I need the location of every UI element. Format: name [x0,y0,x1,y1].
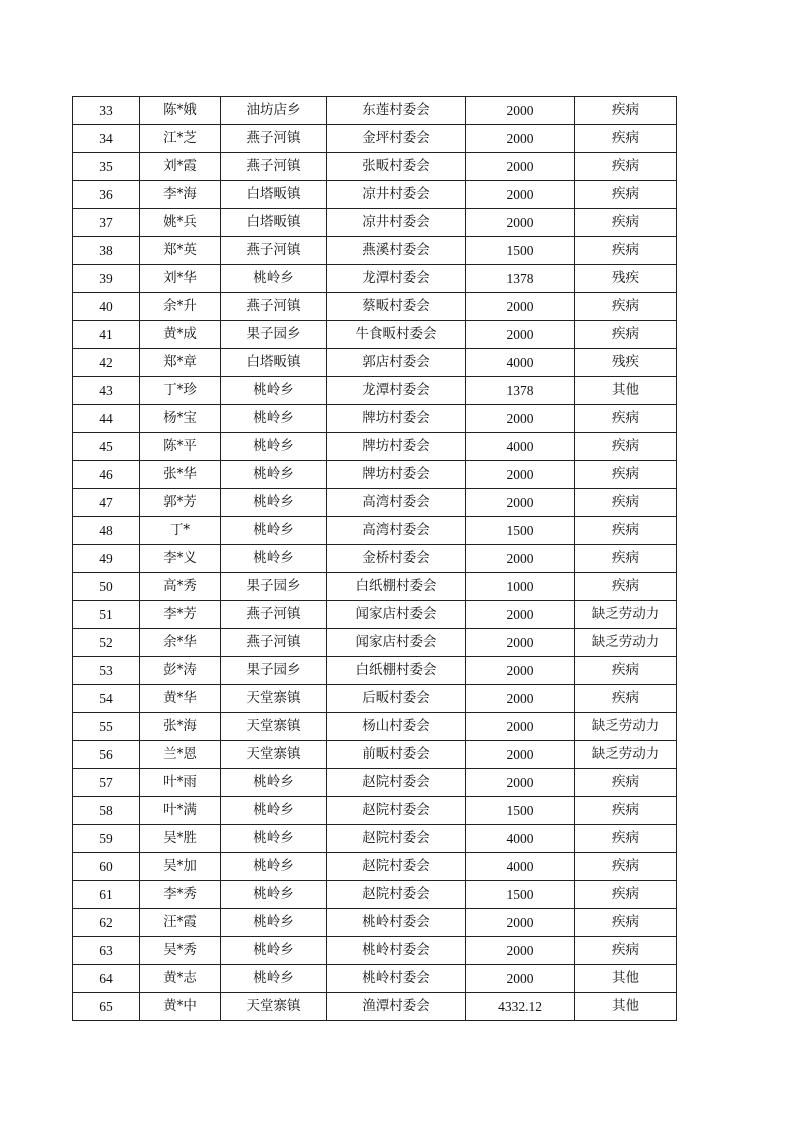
cell-amount: 2000 [466,461,575,489]
table-row [73,349,677,377]
cell-township: 天堂寨镇 [221,713,327,741]
table-row [73,377,677,405]
cell-amount: 1378 [466,265,575,293]
cell-village: 前畈村委会 [327,741,466,769]
cell-village: 桃岭村委会 [327,937,466,965]
cell-village: 张畈村委会 [327,153,466,181]
cell-township: 桃岭乡 [221,265,327,293]
cell-township: 桃岭乡 [221,433,327,461]
cell-number: 55 [73,713,140,741]
cell-reason: 疾病 [575,909,677,937]
cell-reason: 疾病 [575,657,677,685]
cell-reason: 疾病 [575,97,677,125]
table-row [73,181,677,209]
cell-number: 61 [73,881,140,909]
cell-name: 刘*霞 [140,153,221,181]
cell-amount: 2000 [466,545,575,573]
table-row [73,461,677,489]
cell-village: 赵院村委会 [327,825,466,853]
cell-amount: 4000 [466,349,575,377]
cell-number: 43 [73,377,140,405]
cell-name: 叶*雨 [140,769,221,797]
cell-village: 渔潭村委会 [327,993,466,1021]
table-row [73,965,677,993]
cell-name: 郑*英 [140,237,221,265]
cell-reason: 疾病 [575,489,677,517]
table-row [73,293,677,321]
cell-village: 龙潭村委会 [327,377,466,405]
cell-name: 高*秀 [140,573,221,601]
cell-reason: 残疾 [575,349,677,377]
cell-number: 42 [73,349,140,377]
cell-name: 姚*兵 [140,209,221,237]
cell-township: 桃岭乡 [221,909,327,937]
cell-reason: 残疾 [575,265,677,293]
cell-number: 62 [73,909,140,937]
cell-village: 后畈村委会 [327,685,466,713]
cell-reason: 缺乏劳动力 [575,741,677,769]
cell-amount: 2000 [466,769,575,797]
cell-village: 燕溪村委会 [327,237,466,265]
table-row [73,489,677,517]
table-row [73,937,677,965]
table-row [73,517,677,545]
cell-amount: 1500 [466,797,575,825]
cell-amount: 2000 [466,629,575,657]
cell-name: 余*华 [140,629,221,657]
cell-village: 凉井村委会 [327,181,466,209]
cell-reason: 其他 [575,993,677,1021]
cell-township: 桃岭乡 [221,797,327,825]
cell-reason: 缺乏劳动力 [575,629,677,657]
cell-township: 桃岭乡 [221,517,327,545]
cell-township: 桃岭乡 [221,461,327,489]
cell-village: 赵院村委会 [327,797,466,825]
table-row [73,825,677,853]
cell-reason: 疾病 [575,797,677,825]
cell-number: 59 [73,825,140,853]
cell-number: 57 [73,769,140,797]
cell-amount: 4000 [466,853,575,881]
cell-name: 汪*霞 [140,909,221,937]
cell-village: 桃岭村委会 [327,965,466,993]
cell-name: 吴*秀 [140,937,221,965]
cell-amount: 2000 [466,97,575,125]
cell-village: 白纸棚村委会 [327,573,466,601]
cell-name: 余*升 [140,293,221,321]
cell-number: 47 [73,489,140,517]
table-row [73,993,677,1021]
cell-name: 陈*娥 [140,97,221,125]
cell-name: 张*海 [140,713,221,741]
cell-name: 张*华 [140,461,221,489]
cell-township: 天堂寨镇 [221,685,327,713]
relief-recipient-table [72,96,677,1021]
cell-number: 36 [73,181,140,209]
cell-amount: 1500 [466,237,575,265]
cell-name: 郑*章 [140,349,221,377]
cell-number: 56 [73,741,140,769]
cell-amount: 2000 [466,209,575,237]
cell-village: 蔡畈村委会 [327,293,466,321]
cell-reason: 缺乏劳动力 [575,713,677,741]
cell-village: 郭店村委会 [327,349,466,377]
cell-amount: 2000 [466,125,575,153]
cell-township: 桃岭乡 [221,937,327,965]
cell-number: 41 [73,321,140,349]
cell-reason: 疾病 [575,125,677,153]
cell-township: 白塔畈镇 [221,181,327,209]
cell-name: 黄*成 [140,321,221,349]
cell-name: 李*芳 [140,601,221,629]
cell-reason: 缺乏劳动力 [575,601,677,629]
cell-number: 65 [73,993,140,1021]
cell-reason: 疾病 [575,237,677,265]
cell-amount: 2000 [466,181,575,209]
cell-number: 60 [73,853,140,881]
cell-reason: 其他 [575,377,677,405]
cell-reason: 疾病 [575,573,677,601]
cell-name: 陈*平 [140,433,221,461]
cell-township: 油坊店乡 [221,97,327,125]
cell-village: 白纸棚村委会 [327,657,466,685]
cell-reason: 疾病 [575,545,677,573]
cell-number: 48 [73,517,140,545]
table-row [73,685,677,713]
table-row [73,545,677,573]
cell-township: 燕子河镇 [221,237,327,265]
cell-name: 李*秀 [140,881,221,909]
cell-village: 牛食畈村委会 [327,321,466,349]
cell-name: 吴*胜 [140,825,221,853]
cell-number: 35 [73,153,140,181]
cell-name: 杨*宝 [140,405,221,433]
cell-number: 49 [73,545,140,573]
table-row [73,601,677,629]
cell-reason: 疾病 [575,853,677,881]
cell-village: 闻家店村委会 [327,601,466,629]
table-row [73,237,677,265]
cell-township: 果子园乡 [221,657,327,685]
table-row [73,321,677,349]
cell-reason: 疾病 [575,209,677,237]
cell-reason: 疾病 [575,433,677,461]
cell-reason: 疾病 [575,321,677,349]
cell-reason: 疾病 [575,293,677,321]
cell-number: 44 [73,405,140,433]
cell-village: 金桥村委会 [327,545,466,573]
cell-village: 高湾村委会 [327,517,466,545]
cell-amount: 2000 [466,601,575,629]
cell-amount: 4000 [466,825,575,853]
cell-township: 果子园乡 [221,573,327,601]
cell-reason: 疾病 [575,685,677,713]
cell-number: 51 [73,601,140,629]
cell-township: 天堂寨镇 [221,993,327,1021]
cell-amount: 2000 [466,741,575,769]
cell-village: 牌坊村委会 [327,433,466,461]
cell-township: 桃岭乡 [221,545,327,573]
cell-amount: 2000 [466,293,575,321]
cell-amount: 2000 [466,937,575,965]
cell-number: 53 [73,657,140,685]
cell-township: 白塔畈镇 [221,209,327,237]
cell-township: 燕子河镇 [221,125,327,153]
cell-amount: 2000 [466,405,575,433]
table-row [73,797,677,825]
cell-village: 东莲村委会 [327,97,466,125]
cell-number: 63 [73,937,140,965]
cell-township: 果子园乡 [221,321,327,349]
cell-amount: 1500 [466,881,575,909]
cell-village: 赵院村委会 [327,881,466,909]
table-row [73,741,677,769]
cell-number: 37 [73,209,140,237]
cell-township: 桃岭乡 [221,377,327,405]
cell-amount: 2000 [466,909,575,937]
cell-name: 郭*芳 [140,489,221,517]
cell-number: 34 [73,125,140,153]
cell-number: 46 [73,461,140,489]
cell-township: 天堂寨镇 [221,741,327,769]
cell-amount: 4000 [466,433,575,461]
cell-name: 黄*志 [140,965,221,993]
cell-amount: 1000 [466,573,575,601]
table-row [73,125,677,153]
cell-township: 桃岭乡 [221,881,327,909]
cell-reason: 疾病 [575,181,677,209]
cell-reason: 疾病 [575,405,677,433]
cell-name: 吴*加 [140,853,221,881]
cell-number: 45 [73,433,140,461]
cell-number: 50 [73,573,140,601]
cell-village: 金坪村委会 [327,125,466,153]
cell-number: 58 [73,797,140,825]
table-row [73,405,677,433]
cell-name: 兰*恩 [140,741,221,769]
cell-amount: 2000 [466,489,575,517]
cell-reason: 疾病 [575,153,677,181]
cell-reason: 疾病 [575,461,677,489]
table-row [73,629,677,657]
cell-township: 桃岭乡 [221,405,327,433]
table-row [73,209,677,237]
cell-reason: 疾病 [575,825,677,853]
cell-reason: 疾病 [575,769,677,797]
cell-village: 凉井村委会 [327,209,466,237]
cell-amount: 1378 [466,377,575,405]
cell-name: 刘*华 [140,265,221,293]
cell-village: 杨山村委会 [327,713,466,741]
cell-village: 桃岭村委会 [327,909,466,937]
table-row [73,153,677,181]
cell-township: 桃岭乡 [221,825,327,853]
cell-reason: 疾病 [575,881,677,909]
table-row [73,881,677,909]
cell-name: 江*芝 [140,125,221,153]
table-row [73,657,677,685]
cell-amount: 2000 [466,713,575,741]
cell-village: 牌坊村委会 [327,461,466,489]
cell-amount: 2000 [466,153,575,181]
cell-township: 桃岭乡 [221,853,327,881]
cell-number: 54 [73,685,140,713]
cell-township: 燕子河镇 [221,629,327,657]
cell-village: 龙潭村委会 [327,265,466,293]
cell-name: 黄*中 [140,993,221,1021]
cell-township: 燕子河镇 [221,153,327,181]
cell-reason: 疾病 [575,937,677,965]
cell-reason: 疾病 [575,517,677,545]
cell-amount: 2000 [466,965,575,993]
cell-amount: 2000 [466,321,575,349]
cell-township: 白塔畈镇 [221,349,327,377]
table-row [73,909,677,937]
cell-village: 牌坊村委会 [327,405,466,433]
cell-number: 33 [73,97,140,125]
table-row [73,573,677,601]
cell-name: 叶*满 [140,797,221,825]
table-row [73,769,677,797]
cell-village: 赵院村委会 [327,769,466,797]
table-row [73,433,677,461]
cell-name: 丁* [140,517,221,545]
table-row [73,853,677,881]
cell-amount: 4332.12 [466,993,575,1021]
cell-name: 黄*华 [140,685,221,713]
cell-township: 桃岭乡 [221,489,327,517]
cell-name: 丁*珍 [140,377,221,405]
cell-township: 桃岭乡 [221,769,327,797]
cell-township: 燕子河镇 [221,293,327,321]
cell-number: 52 [73,629,140,657]
cell-name: 李*海 [140,181,221,209]
cell-number: 40 [73,293,140,321]
cell-amount: 2000 [466,685,575,713]
cell-township: 燕子河镇 [221,601,327,629]
cell-township: 桃岭乡 [221,965,327,993]
cell-number: 39 [73,265,140,293]
table-row [73,265,677,293]
cell-name: 彭*涛 [140,657,221,685]
cell-name: 李*义 [140,545,221,573]
cell-amount: 2000 [466,657,575,685]
table-row [73,713,677,741]
cell-village: 高湾村委会 [327,489,466,517]
cell-reason: 其他 [575,965,677,993]
cell-village: 闻家店村委会 [327,629,466,657]
cell-amount: 1500 [466,517,575,545]
table-body [73,97,677,1021]
table-row [73,97,677,125]
cell-number: 64 [73,965,140,993]
cell-village: 赵院村委会 [327,853,466,881]
cell-number: 38 [73,237,140,265]
